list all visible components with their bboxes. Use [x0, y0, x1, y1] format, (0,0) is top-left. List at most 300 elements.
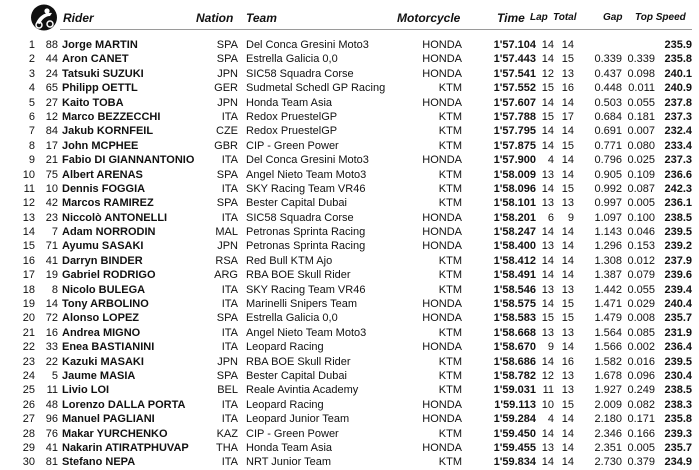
position: 13 [22, 211, 35, 224]
motorcycle: HONDA [422, 226, 462, 239]
header-rider: Rider [63, 11, 94, 25]
lap-time: 1'57.541 [493, 67, 536, 80]
position: 10 [22, 168, 35, 181]
rider-name: Lorenzo DALLA PORTA [62, 398, 186, 411]
nation: ITA [221, 110, 238, 123]
top-speed: 231.9 [664, 326, 692, 339]
gap-to-previous: 0.002 [627, 341, 655, 354]
rider-number: 48 [45, 398, 58, 411]
gap-to-leader: 2.180 [594, 413, 622, 426]
nation: JPN [217, 67, 238, 80]
position: 24 [22, 369, 35, 382]
total-laps: 15 [561, 298, 574, 311]
gap-to-previous: 0.087 [627, 182, 655, 195]
top-speed: 235.8 [664, 413, 692, 426]
team-name: Marinelli Snipers Team [246, 298, 358, 311]
lap-time: 1'59.284 [493, 413, 536, 426]
gap-to-previous: 0.379 [627, 456, 655, 469]
motorcycle: HONDA [422, 211, 462, 224]
lap-time: 1'58.782 [493, 369, 536, 382]
best-lap: 4 [547, 413, 554, 426]
position: 3 [28, 67, 35, 80]
best-lap: 14 [541, 125, 554, 138]
team-name: RBA BOE Skull Rider [246, 355, 351, 368]
rider-name: Tony ARBOLINO [62, 298, 149, 311]
motorcycle: KTM [438, 369, 462, 382]
position: 9 [28, 154, 35, 167]
total-laps: 15 [561, 53, 574, 66]
team-name: NRT Junior Team [246, 456, 331, 469]
motorcycle: HONDA [422, 240, 462, 253]
team-name: Del Conca Gresini Moto3 [246, 154, 369, 167]
nation: RSA [215, 254, 238, 267]
best-lap: 14 [541, 298, 554, 311]
rider-number: 19 [45, 269, 58, 282]
top-speed: 240.4 [664, 298, 692, 311]
best-lap: 13 [541, 197, 554, 210]
gap-to-leader: 0.339 [594, 53, 622, 66]
rider-number: 14 [45, 298, 58, 311]
gap-to-leader: 0.997 [594, 197, 622, 210]
rider-number: 96 [45, 413, 58, 426]
gap-to-previous: 0.082 [627, 398, 655, 411]
team-name: Leopard Junior Team [246, 413, 350, 426]
team-name: Petronas Sprinta Racing [246, 226, 366, 239]
lap-time: 1'57.795 [493, 125, 536, 138]
gap-to-leader: 1.143 [594, 226, 622, 239]
team-name: Red Bull KTM Ajo [246, 254, 333, 267]
best-lap: 13 [541, 168, 554, 181]
nation: JPN [217, 240, 238, 253]
team-name: SIC58 Squadra Corse [246, 67, 354, 80]
nation: SPA [216, 39, 238, 51]
gap-to-leader: 0.771 [594, 139, 622, 152]
table-row [0, 239, 699, 253]
position: 20 [22, 312, 35, 325]
motorcycle: KTM [438, 182, 462, 195]
team-name: Redox PruestelGP [246, 110, 338, 123]
gap-to-leader: 1.308 [594, 254, 622, 267]
gap-to-leader: 0.503 [594, 96, 622, 109]
motorcycle: KTM [438, 326, 462, 339]
rider-number: 76 [45, 427, 58, 440]
rider-number: 41 [45, 254, 58, 267]
nation: ITA [221, 154, 238, 167]
rider-name: Stefano NEPA [62, 456, 136, 469]
best-lap: 13 [541, 326, 554, 339]
position: 19 [22, 298, 35, 311]
rider-name: Philipp OETTL [62, 82, 138, 95]
nation: ITA [221, 413, 238, 426]
gap-to-previous: 0.055 [627, 283, 655, 296]
total-laps: 14 [561, 168, 574, 181]
total-laps: 14 [561, 125, 574, 138]
table-row [0, 326, 699, 340]
rider-number: 5 [51, 369, 58, 382]
rider-name: Makar YURCHENKO [62, 427, 168, 440]
position: 28 [22, 427, 35, 440]
top-speed: 239.2 [664, 240, 692, 253]
nation: ARG [214, 269, 238, 282]
rider-number: 11 [46, 384, 58, 397]
rider-number: 42 [45, 197, 58, 210]
rider-name: Gabriel RODRIGO [62, 269, 156, 282]
motorcycle: KTM [438, 82, 462, 95]
position: 11 [23, 182, 35, 195]
lap-time: 1'59.031 [493, 384, 536, 397]
lap-time: 1'58.400 [493, 240, 536, 253]
nation: SPA [216, 369, 238, 382]
top-speed: 237.9 [664, 254, 692, 267]
nation: JPN [217, 96, 238, 109]
rider-number: 24 [45, 67, 58, 80]
rider-number: 71 [45, 240, 58, 253]
gap-to-leader: 1.296 [594, 240, 622, 253]
rider-name: Tatsuki SUZUKI [62, 67, 144, 80]
table-row [0, 383, 699, 397]
gap-to-previous: 0.046 [627, 226, 655, 239]
position: 26 [22, 398, 35, 411]
nation: THA [216, 441, 238, 454]
gap-to-previous: 0.181 [627, 110, 655, 123]
total-laps: 14 [561, 39, 574, 51]
total-laps: 14 [561, 96, 574, 109]
header-lap: Lap [530, 12, 548, 23]
motorcycle: HONDA [422, 413, 462, 426]
nation: JPN [217, 355, 238, 368]
gap-to-previous: 0.080 [627, 139, 655, 152]
total-laps: 14 [561, 456, 574, 469]
team-name: Estrella Galicia 0,0 [246, 312, 338, 325]
motorcycle: HONDA [422, 39, 462, 51]
rider-number: 75 [45, 168, 58, 181]
gap-to-leader: 2.730 [594, 456, 622, 469]
nation: ITA [221, 326, 238, 339]
lap-time: 1'58.583 [493, 312, 536, 325]
table-row [0, 182, 699, 196]
rider-name: Darryn BINDER [62, 254, 143, 267]
top-speed: 240.9 [664, 82, 692, 95]
lap-time: 1'59.113 [494, 398, 536, 411]
total-laps: 14 [561, 254, 574, 267]
best-lap: 14 [541, 182, 554, 195]
table-row [0, 168, 699, 182]
gap-to-previous: 0.153 [627, 240, 655, 253]
nation: GBR [214, 139, 238, 152]
best-lap: 14 [541, 139, 554, 152]
lap-time: 1'59.455 [493, 441, 536, 454]
best-lap: 15 [541, 82, 554, 95]
position: 6 [28, 110, 35, 123]
rider-name: Adam NORRODIN [62, 226, 156, 239]
rider-name: Aron CANET [62, 53, 129, 66]
team-name: Leopard Racing [246, 398, 324, 411]
nation: ITA [221, 298, 238, 311]
lap-time: 1'58.670 [493, 341, 536, 354]
position: 2 [28, 53, 35, 66]
table-row [0, 311, 699, 325]
rider-name: Alonso LOPEZ [62, 312, 139, 325]
rider-name: Marcos RAMIREZ [62, 197, 154, 210]
position: 16 [22, 254, 35, 267]
top-speed: 237.3 [664, 154, 692, 167]
position: 22 [22, 341, 35, 354]
motorcycle: HONDA [422, 154, 462, 167]
top-speed: 236.1 [664, 197, 692, 210]
gap-to-previous: 0.025 [627, 154, 655, 167]
header-nation: Nation [196, 11, 234, 25]
nation: ITA [221, 211, 238, 224]
best-lap: 14 [541, 456, 554, 469]
nation: ITA [221, 182, 238, 195]
gap-to-leader: 0.691 [594, 125, 622, 138]
rider-name: Kazuki MASAKI [62, 355, 144, 368]
top-speed: 236.4 [664, 341, 692, 354]
rider-number: 16 [45, 326, 58, 339]
gap-to-leader: 1.471 [594, 298, 622, 311]
position: 29 [22, 441, 35, 454]
position: 25 [22, 384, 35, 397]
nation: ITA [221, 283, 238, 296]
rider-name: Albert ARENAS [62, 168, 143, 181]
table-row [0, 283, 699, 297]
best-lap: 14 [541, 53, 554, 66]
top-speed: 235.9 [664, 39, 692, 51]
gap-to-previous: 0.055 [627, 96, 655, 109]
gap-to-leader: 1.566 [594, 341, 622, 354]
table-row [0, 340, 699, 354]
gap-to-previous: 0.109 [627, 168, 655, 181]
total-laps: 13 [561, 326, 574, 339]
table-row [0, 355, 699, 369]
table-row [0, 196, 699, 210]
best-lap: 13 [541, 240, 554, 253]
table-row [0, 96, 699, 110]
rider-number: 21 [45, 154, 58, 167]
team-name: Bester Capital Dubai [246, 197, 347, 210]
best-lap: 13 [541, 441, 554, 454]
total-laps: 9 [567, 211, 574, 224]
table-row [0, 398, 699, 412]
position: 12 [22, 197, 35, 210]
gap-to-leader: 0.796 [594, 154, 622, 167]
table-header [0, 0, 699, 34]
top-speed: 238.5 [664, 384, 692, 397]
table-row [0, 427, 699, 441]
rider-number: 10 [45, 182, 58, 195]
position: 30 [22, 456, 35, 469]
lap-time: 1'58.247 [493, 226, 536, 239]
header-motorcycle: Motorcycle [397, 11, 461, 25]
total-laps: 13 [561, 197, 574, 210]
rider-name: Andrea MIGNO [62, 326, 141, 339]
total-laps: 14 [561, 441, 574, 454]
motorcycle: KTM [438, 125, 462, 138]
gap-to-previous: 0.016 [627, 355, 655, 368]
position: 8 [28, 139, 35, 152]
gap-to-previous: 0.005 [627, 197, 655, 210]
rider-number: 65 [45, 82, 58, 95]
top-speed: 237.8 [664, 96, 692, 109]
rider-number: 27 [45, 96, 58, 109]
gap-to-leader: 1.678 [594, 369, 622, 382]
rider-name: Nicolo BULEGA [62, 283, 146, 296]
lap-time: 1'59.834 [493, 456, 536, 469]
rider-name: Marco BEZZECCHI [62, 110, 161, 123]
top-speed: 239.5 [664, 226, 692, 239]
nation: MAL [215, 226, 238, 239]
top-speed: 235.7 [664, 441, 692, 454]
table-row [0, 67, 699, 81]
rider-number: 22 [45, 355, 58, 368]
team-name: Reale Avintia Academy [246, 384, 359, 397]
best-lap: 15 [541, 110, 554, 123]
best-lap: 11 [542, 384, 554, 397]
motorcycle: KTM [438, 384, 462, 397]
gap-to-previous: 0.011 [628, 82, 655, 95]
lap-time: 1'58.101 [493, 197, 536, 210]
top-speed: 240.1 [664, 67, 692, 80]
total-laps: 14 [561, 240, 574, 253]
motorcycle: KTM [438, 110, 462, 123]
table-row [0, 254, 699, 268]
gap-to-previous: 0.005 [627, 441, 655, 454]
lap-time: 1'57.900 [493, 154, 536, 167]
motorcycle: KTM [438, 254, 462, 267]
top-speed: 233.4 [664, 139, 692, 152]
gap-to-leader: 1.442 [594, 283, 622, 296]
team-name: Redox PruestelGP [246, 125, 338, 138]
motorcycle: KTM [438, 355, 462, 368]
lap-time: 1'58.668 [493, 326, 536, 339]
rider-name: Jakub KORNFEIL [62, 125, 154, 138]
motorcycle: HONDA [422, 441, 462, 454]
gap-to-previous: 0.007 [627, 125, 655, 138]
team-name: CIP - Green Power [246, 427, 339, 440]
lap-time: 1'57.104 [493, 39, 536, 51]
rider-number: 17 [45, 139, 58, 152]
gap-to-previous: 0.249 [627, 384, 655, 397]
total-laps: 14 [561, 226, 574, 239]
top-speed: 235.8 [664, 53, 692, 66]
best-lap: 4 [547, 154, 554, 167]
total-laps: 13 [561, 283, 574, 296]
total-laps: 15 [561, 398, 574, 411]
team-name: Honda Team Asia [246, 441, 333, 454]
team-name: RBA BOE Skull Rider [246, 269, 351, 282]
best-lap: 14 [541, 269, 554, 282]
table-row [0, 81, 699, 95]
rider-number: 8 [51, 283, 58, 296]
lap-time: 1'57.607 [493, 96, 536, 109]
position: 23 [22, 355, 35, 368]
lap-time: 1'58.491 [493, 269, 536, 282]
table-row [0, 441, 699, 455]
table-row [0, 225, 699, 239]
lap-time: 1'59.450 [493, 427, 536, 440]
lap-time: 1'57.443 [493, 53, 536, 66]
best-lap: 14 [541, 254, 554, 267]
gap-to-leader: 1.564 [594, 326, 622, 339]
team-name: Bester Capital Dubai [246, 369, 347, 382]
header-top-speed: Top Speed [635, 12, 686, 23]
rider-name: Jaume MASIA [62, 369, 136, 382]
rider-number: 88 [45, 39, 58, 51]
lap-time: 1'58.096 [493, 182, 536, 195]
gap-to-leader: 1.387 [594, 269, 622, 282]
rider-name: Nakarin ATIRATPHUVAP [62, 441, 189, 454]
position: 1 [28, 39, 35, 51]
gap-to-previous: 0.085 [627, 326, 655, 339]
position: 7 [28, 125, 35, 138]
best-lap: 15 [541, 312, 554, 325]
gap-to-leader: 2.009 [594, 398, 622, 411]
total-laps: 16 [561, 82, 574, 95]
top-speed: 238.5 [664, 211, 692, 224]
gap-to-leader: 0.992 [594, 182, 622, 195]
total-laps: 14 [561, 154, 574, 167]
nation: ITA [221, 398, 238, 411]
nation: SPA [216, 312, 238, 325]
lap-time: 1'58.546 [493, 283, 536, 296]
gap-to-previous: 0.096 [627, 369, 655, 382]
team-name: Estrella Galicia 0,0 [246, 53, 338, 66]
position: 17 [22, 269, 35, 282]
total-laps: 15 [561, 139, 574, 152]
total-laps: 17 [561, 110, 574, 123]
best-lap: 14 [541, 427, 554, 440]
gap-to-previous: 0.339 [627, 53, 655, 66]
rider-name: Enea BASTIANINI [62, 341, 155, 354]
rider-number: 23 [45, 211, 58, 224]
motorcycle: HONDA [422, 53, 462, 66]
gap-to-leader: 2.346 [594, 427, 622, 440]
top-speed: 232.4 [664, 125, 692, 138]
top-speed: 234.9 [664, 456, 692, 469]
team-name: SKY Racing Team VR46 [246, 182, 366, 195]
best-lap: 10 [541, 398, 554, 411]
rider-number: 41 [45, 441, 58, 454]
lap-time: 1'57.788 [493, 110, 536, 123]
nation: BEL [217, 384, 238, 397]
best-lap: 14 [541, 96, 554, 109]
gap-to-leader: 0.437 [594, 67, 622, 80]
nation: CZE [216, 125, 238, 138]
team-name: Petronas Sprinta Racing [246, 240, 366, 253]
lap-time: 1'58.412 [493, 254, 536, 267]
rider-name: Livio LOI [62, 384, 110, 397]
position: 21 [22, 326, 35, 339]
team-name: Del Conca Gresini Moto3 [246, 39, 369, 51]
team-name: Angel Nieto Team Moto3 [246, 326, 367, 339]
table-row [0, 124, 699, 138]
total-laps: 14 [561, 269, 574, 282]
nation: SPA [216, 53, 238, 66]
rider-name: Ayumu SASAKI [62, 240, 144, 253]
total-laps: 16 [561, 355, 574, 368]
rider-number: 81 [45, 456, 58, 469]
header-team: Team [246, 11, 277, 25]
best-lap: 14 [541, 355, 554, 368]
motorcycle: HONDA [422, 96, 462, 109]
rider-name: John MCPHEE [62, 139, 139, 152]
lap-time: 1'58.009 [493, 168, 536, 181]
gap-to-leader: 0.905 [594, 168, 622, 181]
gap-to-previous: 0.100 [627, 211, 655, 224]
nation: KAZ [216, 427, 238, 440]
nation: GER [214, 82, 238, 95]
lap-time: 1'57.552 [493, 82, 536, 95]
